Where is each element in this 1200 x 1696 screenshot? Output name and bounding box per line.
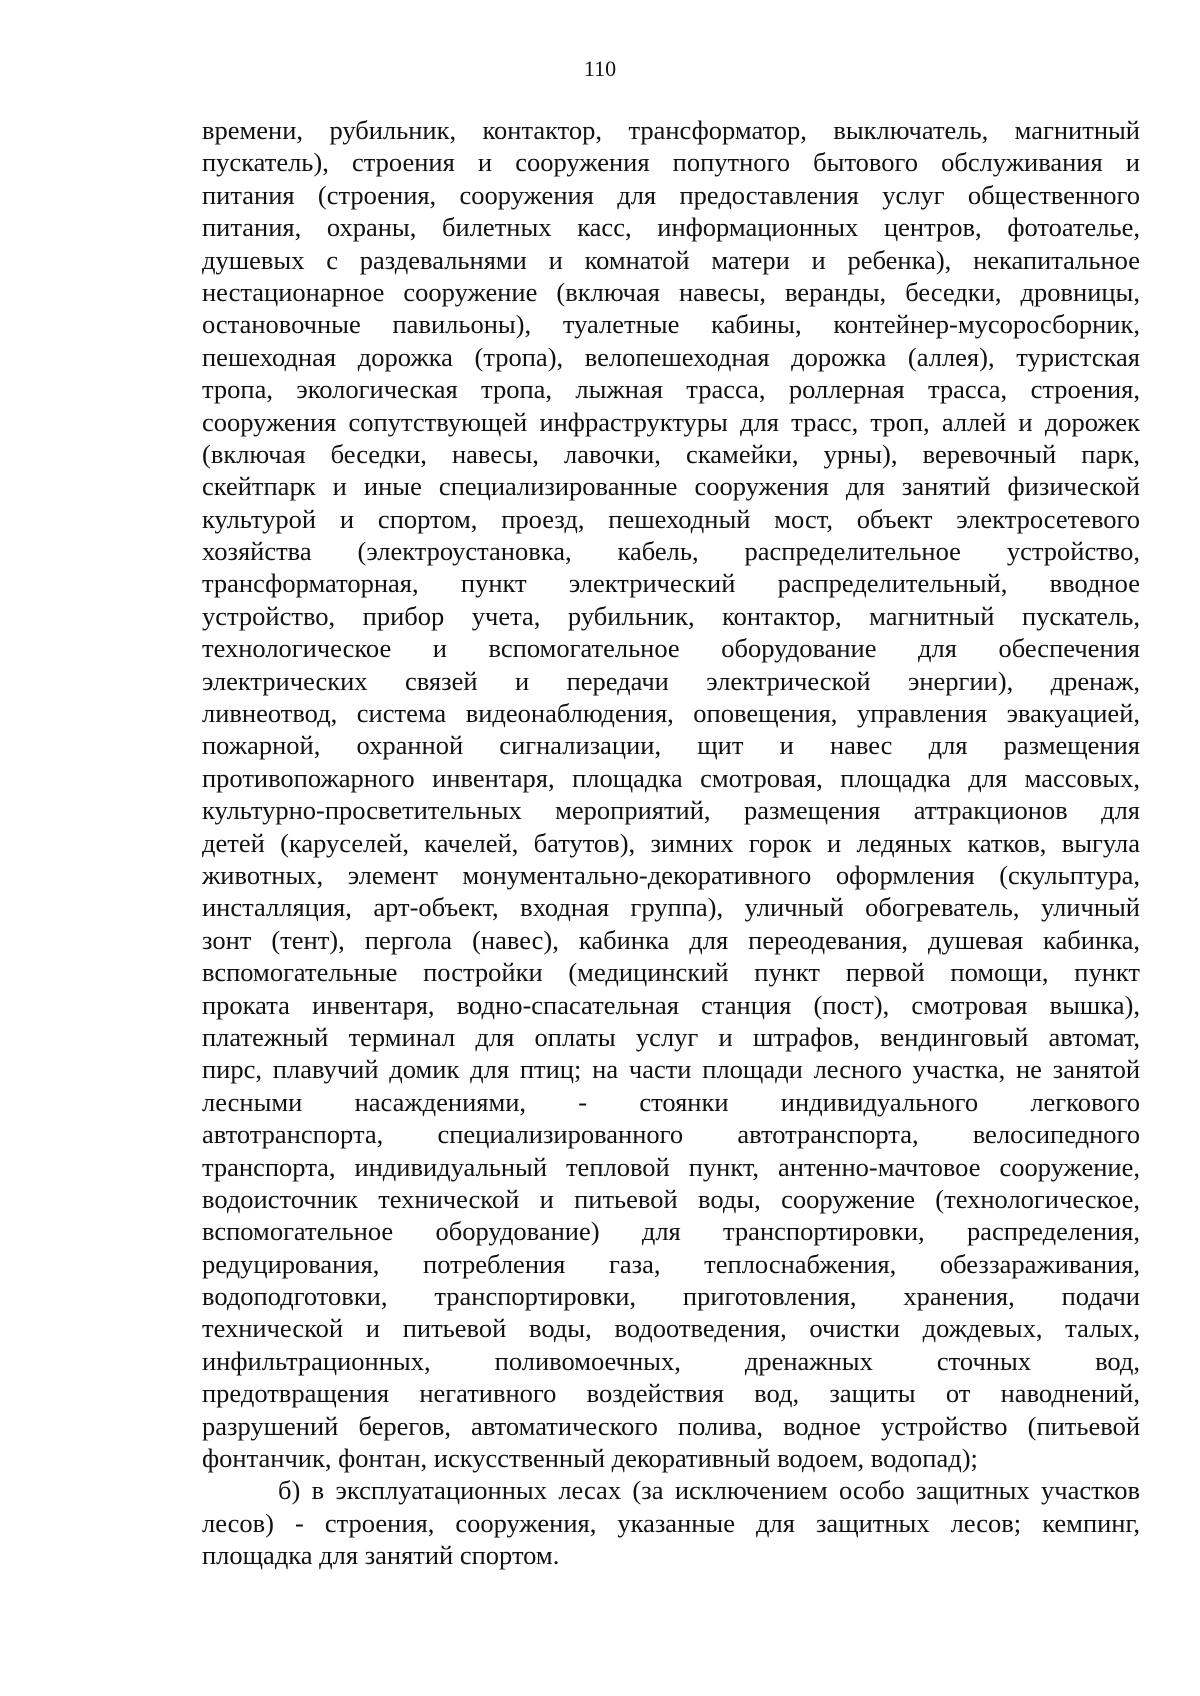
- text-line: пирс, плавучий домик для птиц; на части площади лесного участка, не занятой: [202, 1054, 1140, 1085]
- text-line: автотранспорта, специализированного автотранспорта, велосипедного: [202, 1119, 1140, 1150]
- text-line: зонт (тент), пергола (навес), кабинка для переодевания, душевая кабинка,: [202, 924, 1140, 955]
- text-line: устройство, прибор учета, рубильник, контактор, магнитный пускатель,: [202, 600, 1140, 631]
- text-line: сооружения сопутствующей инфраструктуры для трасс, троп, аллей и дорожек: [202, 406, 1140, 437]
- page-number: 110: [583, 56, 617, 81]
- text-line: времени, рубильник, контактор, трансформатор, выключатель, магнитный: [202, 115, 1140, 145]
- text-line: фонтанчик, фонтан, искусственный декоративный водоем, водопад);: [202, 1443, 978, 1474]
- text-line: вспомогательные постройки (медицинский пункт первой помощи, пункт: [202, 957, 1140, 988]
- text-line: тропа, экологическая тропа, лыжная трасса, роллерная трасса, строения,: [202, 374, 1140, 405]
- text-line: транспорта, индивидуальный тепловой пункт, антенно-мачтовое сооружение,: [202, 1151, 1140, 1182]
- text-line: водоподготовки, транспортировки, приготовления, хранения, подачи: [202, 1281, 1140, 1312]
- text-line: культурой и спортом, проезд, пешеходный мост, объект электросетевого: [202, 503, 1140, 534]
- text-line: редуцирования, потребления газа, теплоснабжения, обеззараживания,: [202, 1248, 1140, 1279]
- text-line: пешеходная дорожка (тропа), велопешеходная дорожка (аллея), туристская: [202, 341, 1140, 372]
- text-line: пускатель), строения и сооружения попутного бытового обслуживания и: [202, 147, 1140, 178]
- text-line: вспомогательное оборудование) для транспортировки, распределения,: [202, 1216, 1140, 1247]
- text-line: лесными насаждениями, - стоянки индивидуального легкового: [202, 1086, 1140, 1117]
- text-line: ливнеотвод, система видеонаблюдения, оповещения, управления эвакуацией,: [202, 698, 1140, 729]
- text-line: культурно-просветительных мероприятий, размещения аттракционов для: [202, 795, 1140, 826]
- text-line: скейтпарк и иные специализированные сооружения для занятий физической: [202, 471, 1140, 502]
- body-text: [202, 114, 1140, 1572]
- text-line: технологическое и вспомогательное оборудование для обеспечения: [202, 633, 1140, 664]
- text-line: водоисточник технической и питьевой воды, сооружение (технологическое,: [202, 1183, 1140, 1214]
- text-line: проката инвентаря, водно-спасательная станция (пост), смотровая вышка),: [202, 989, 1140, 1020]
- paragraph-b-first-line: б) в эксплуатационных лесах (за исключением особо защитных участков: [278, 1475, 1140, 1506]
- text-line: питания, охраны, билетных касс, информационных центров, фотоателье,: [202, 212, 1140, 243]
- text-line: (включая беседки, навесы, лавочки, скамейки, урны), веревочный парк,: [202, 438, 1140, 469]
- text-line: остановочные павильоны), туалетные кабины, контейнер-мусоросборник,: [202, 309, 1140, 340]
- text-line: технической и питьевой воды, водоотведения, очистки дождевых, талых,: [202, 1313, 1140, 1344]
- text-line: трансформаторная, пункт электрический распределительный, вводное: [202, 568, 1140, 599]
- text-line: инфильтрационных, поливомоечных, дренажных сточных вод,: [202, 1345, 1140, 1376]
- text-line: разрушений берегов, автоматического полива, водное устройство (питьевой: [202, 1410, 1140, 1441]
- text-line: хозяйства (электроустановка, кабель, распределительное устройство,: [202, 536, 1140, 567]
- text-line: электрических связей и передачи электрической энергии), дренаж,: [202, 665, 1140, 696]
- text-line: детей (каруселей, качелей, батутов), зимних горок и ледяных катков, выгула: [202, 827, 1140, 858]
- text-line: животных, элемент монументально-декоративного оформления (скульптура,: [202, 859, 1140, 890]
- text-line: предотвращения негативного воздействия вод, защиты от наводнений,: [202, 1378, 1140, 1409]
- text-line: лесов) - строения, сооружения, указанные для защитных лесов; кемпинг,: [202, 1507, 1140, 1538]
- text-line: питания (строения, сооружения для предоставления услуг общественного: [202, 179, 1140, 210]
- text-line: площадка для занятий спортом.: [202, 1540, 560, 1571]
- text-line: инсталляция, арт-объект, входная группа), уличный обогреватель, уличный: [202, 892, 1140, 923]
- text-line: противопожарного инвентаря, площадка смотровая, площадка для массовых,: [202, 762, 1140, 793]
- text-line: пожарной, охранной сигнализации, щит и навес для размещения: [202, 730, 1140, 761]
- text-line: платежный терминал для оплаты услуг и штрафов, вендинговый автомат,: [202, 1021, 1140, 1052]
- text-line: нестационарное сооружение (включая навесы, веранды, беседки, дровницы,: [202, 276, 1140, 307]
- text-line: душевых с раздевальнями и комнатой матери и ребенка), некапитальное: [202, 244, 1140, 275]
